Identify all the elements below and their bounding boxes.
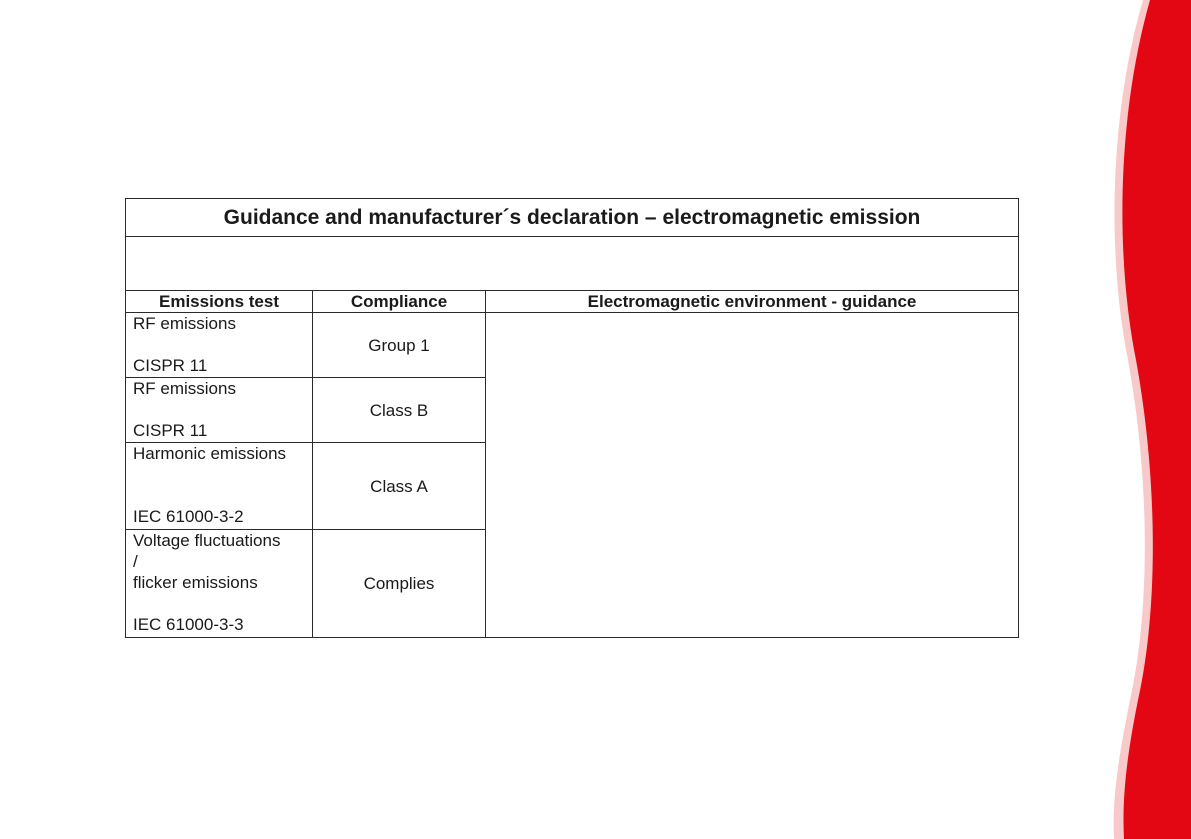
emissions-test-cell	[126, 530, 313, 638]
emissions-test-cell	[126, 378, 313, 443]
test-name-continued: flicker emissions	[133, 573, 258, 592]
header-compliance: Compliance	[313, 291, 486, 313]
test-standard: CISPR 11	[133, 421, 208, 440]
test-name: Voltage fluctuations	[133, 531, 281, 550]
table-title: Guidance and manufacturer´s declaration – electromagnetic emission	[126, 199, 1019, 237]
test-standard: IEC 61000-3-3	[133, 615, 244, 634]
test-name-separator: /	[133, 552, 138, 571]
test-name: RF emissions	[133, 379, 236, 398]
test-standard: IEC 61000-3-2	[133, 507, 244, 526]
emissions-test-cell	[126, 313, 313, 378]
guidance-cell	[486, 313, 1019, 638]
header-emissions-test: Emissions test	[126, 291, 313, 313]
compliance-cell: Class B	[313, 378, 486, 443]
compliance-cell: Complies	[313, 530, 486, 638]
test-name: RF emissions	[133, 314, 236, 333]
table-row	[126, 313, 1019, 378]
test-name: Harmonic emissions	[133, 444, 287, 463]
compliance-cell: Group 1	[313, 313, 486, 378]
emissions-test-cell	[126, 443, 313, 530]
test-standard: CISPR 11	[133, 356, 208, 375]
header-guidance: Electromagnetic environment - guidance	[486, 291, 1019, 313]
emission-declaration-table	[125, 198, 1019, 638]
compliance-cell: Class A	[313, 443, 486, 530]
intro-cell	[126, 237, 1019, 291]
